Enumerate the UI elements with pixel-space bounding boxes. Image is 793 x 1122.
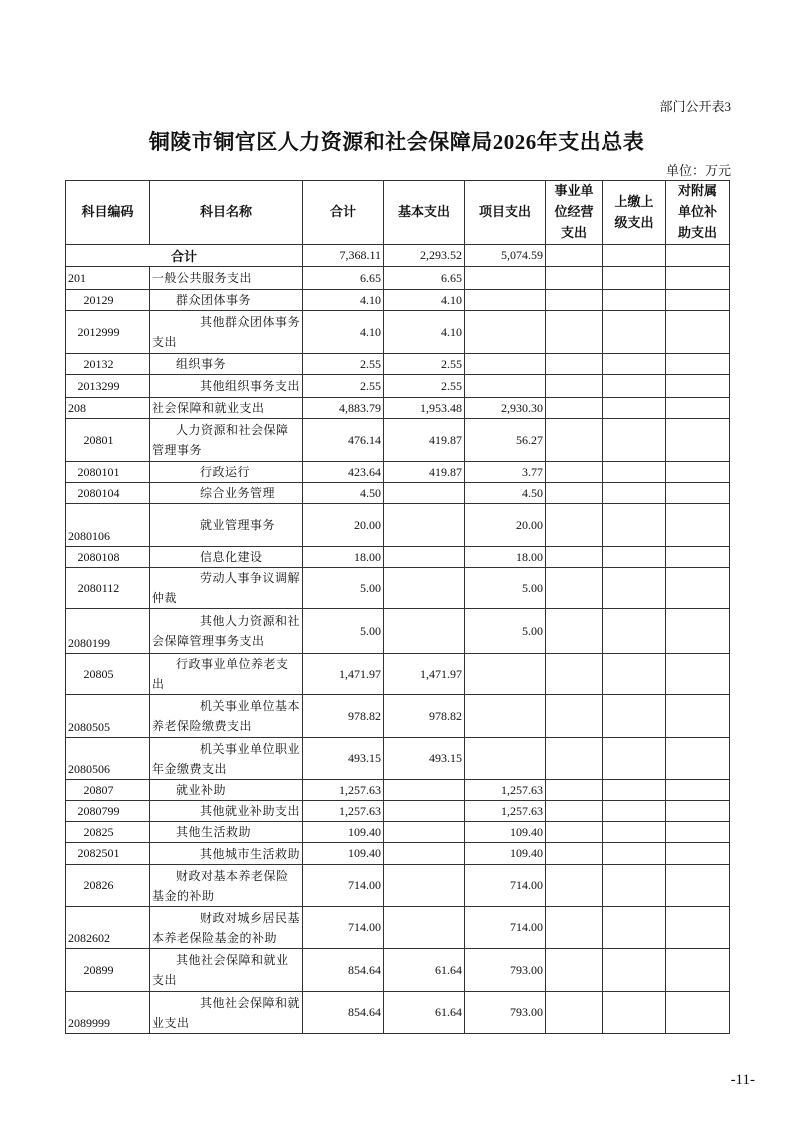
- row-project: [465, 290, 546, 311]
- row-business: [546, 695, 603, 738]
- table-row: [66, 949, 730, 992]
- row-name: 组织事务: [150, 354, 303, 375]
- row-code: 20801: [66, 419, 150, 462]
- row-name: 其他城市生活救助: [150, 843, 303, 865]
- row-project: 714.00: [465, 865, 546, 907]
- row-sum: 423.64: [303, 462, 384, 483]
- row-project: [465, 267, 546, 290]
- row-code: 20825: [66, 822, 150, 843]
- row-business: [546, 267, 603, 290]
- table-row: [66, 354, 730, 375]
- row-sum: 1,257.63: [303, 801, 384, 822]
- row-basic: 419.87: [384, 419, 465, 462]
- row-code: 2080799: [66, 801, 150, 822]
- row-subsidy: [666, 419, 730, 462]
- row-name: 群众团体事务: [150, 290, 303, 311]
- row-sum: 5.00: [303, 568, 384, 609]
- row-sum: 109.40: [303, 822, 384, 843]
- row-basic: [384, 865, 465, 907]
- row-code: 2080106: [66, 504, 150, 547]
- row-code: 20826: [66, 865, 150, 907]
- row-business: [546, 398, 603, 419]
- row-code: 20805: [66, 654, 150, 695]
- row-business: [546, 801, 603, 822]
- row-basic: [384, 801, 465, 822]
- row-basic: 4.10: [384, 311, 465, 354]
- header-name: 科目名称: [150, 181, 303, 245]
- row-code: 2080506: [66, 738, 150, 780]
- expenditure-table: [65, 180, 730, 1034]
- row-code: 2012999: [66, 311, 150, 354]
- row-business: [546, 780, 603, 801]
- row-remit: [603, 695, 666, 738]
- row-remit: [603, 354, 666, 375]
- row-remit: [603, 568, 666, 609]
- row-sum: 18.00: [303, 547, 384, 568]
- row-remit: [603, 865, 666, 907]
- total-label: 合计: [66, 245, 303, 267]
- row-project: [465, 311, 546, 354]
- row-project: [465, 738, 546, 780]
- row-sum: 109.40: [303, 843, 384, 865]
- row-project: 793.00: [465, 949, 546, 992]
- row-remit: [603, 949, 666, 992]
- row-basic: [384, 568, 465, 609]
- total-business: [546, 245, 603, 267]
- row-remit: [603, 504, 666, 547]
- row-subsidy: [666, 843, 730, 865]
- row-subsidy: [666, 267, 730, 290]
- row-basic: 2.55: [384, 354, 465, 375]
- row-sum: 476.14: [303, 419, 384, 462]
- row-basic: 493.15: [384, 738, 465, 780]
- row-subsidy: [666, 483, 730, 504]
- row-sum: 978.82: [303, 695, 384, 738]
- table-row: [66, 695, 730, 738]
- total-sum: 7,368.11: [303, 245, 384, 267]
- row-remit: [603, 780, 666, 801]
- row-project: 109.40: [465, 822, 546, 843]
- row-name: 其他组织事务支出: [150, 375, 303, 398]
- row-basic: [384, 843, 465, 865]
- row-code: 2082602: [66, 907, 150, 949]
- row-code: 20129: [66, 290, 150, 311]
- row-basic: 1,953.48: [384, 398, 465, 419]
- row-remit: [603, 843, 666, 865]
- table-row: [66, 419, 730, 462]
- row-name: 行政运行: [150, 462, 303, 483]
- row-business: [546, 311, 603, 354]
- row-basic: 4.10: [384, 290, 465, 311]
- row-sum: 4,883.79: [303, 398, 384, 419]
- row-business: [546, 843, 603, 865]
- row-name: 机关事业单位基本养老保险缴费支出: [150, 695, 303, 738]
- row-remit: [603, 375, 666, 398]
- page-title: 铜陵市铜官区人力资源和社会保障局2026年支出总表: [148, 130, 645, 154]
- row-remit: [603, 822, 666, 843]
- row-subsidy: [666, 907, 730, 949]
- row-business: [546, 483, 603, 504]
- row-subsidy: [666, 738, 730, 780]
- row-project: 1,257.63: [465, 780, 546, 801]
- row-business: [546, 907, 603, 949]
- row-sum: 1,471.97: [303, 654, 384, 695]
- row-sum: 5.00: [303, 609, 384, 654]
- row-basic: 1,471.97: [384, 654, 465, 695]
- row-project: 109.40: [465, 843, 546, 865]
- table-row: [66, 822, 730, 843]
- row-project: 18.00: [465, 547, 546, 568]
- row-remit: [603, 654, 666, 695]
- row-name: 就业管理事务: [150, 504, 303, 547]
- row-business: [546, 504, 603, 547]
- total-row: [66, 245, 730, 267]
- table-row: [66, 375, 730, 398]
- row-sum: 6.65: [303, 267, 384, 290]
- row-remit: [603, 290, 666, 311]
- row-name: 就业补助: [150, 780, 303, 801]
- row-code: 2080505: [66, 695, 150, 738]
- row-subsidy: [666, 504, 730, 547]
- row-business: [546, 290, 603, 311]
- row-project: 5.00: [465, 568, 546, 609]
- table-row: [66, 843, 730, 865]
- row-sum: 4.10: [303, 311, 384, 354]
- row-subsidy: [666, 654, 730, 695]
- table-row: [66, 738, 730, 780]
- row-name: 信息化建设: [150, 547, 303, 568]
- row-basic: 419.87: [384, 462, 465, 483]
- row-remit: [603, 483, 666, 504]
- row-project: [465, 695, 546, 738]
- row-project: 793.00: [465, 992, 546, 1034]
- row-code: 208: [66, 398, 150, 419]
- row-business: [546, 354, 603, 375]
- row-business: [546, 462, 603, 483]
- row-sum: 854.64: [303, 949, 384, 992]
- row-code: 20132: [66, 354, 150, 375]
- total-project: 5,074.59: [465, 245, 546, 267]
- row-code: 2080112: [66, 568, 150, 609]
- row-business: [546, 419, 603, 462]
- row-remit: [603, 609, 666, 654]
- row-business: [546, 568, 603, 609]
- row-name: 其他就业补助支出: [150, 801, 303, 822]
- row-basic: [384, 504, 465, 547]
- header-project: 项目支出: [465, 181, 546, 245]
- row-project: 714.00: [465, 907, 546, 949]
- form-number: 部门公开表3: [659, 99, 731, 114]
- table-row: [66, 907, 730, 949]
- row-remit: [603, 907, 666, 949]
- row-code: 20899: [66, 949, 150, 992]
- row-basic: 61.64: [384, 992, 465, 1034]
- row-subsidy: [666, 780, 730, 801]
- row-basic: [384, 780, 465, 801]
- row-code: 2080108: [66, 547, 150, 568]
- row-basic: [384, 907, 465, 949]
- table-row: [66, 462, 730, 483]
- row-basic: [384, 483, 465, 504]
- row-business: [546, 547, 603, 568]
- table-row: [66, 609, 730, 654]
- row-subsidy: [666, 609, 730, 654]
- row-code: 2080104: [66, 483, 150, 504]
- row-code: 201: [66, 267, 150, 290]
- total-remit: [603, 245, 666, 267]
- header-code: 科目编码: [66, 181, 150, 245]
- row-basic: 61.64: [384, 949, 465, 992]
- header-row: [66, 181, 730, 245]
- row-subsidy: [666, 398, 730, 419]
- row-name: 其他生活救助: [150, 822, 303, 843]
- row-basic: [384, 547, 465, 568]
- row-sum: 493.15: [303, 738, 384, 780]
- row-business: [546, 609, 603, 654]
- row-project: 1,257.63: [465, 801, 546, 822]
- row-business: [546, 992, 603, 1034]
- row-name: 其他社会保障和就业支出: [150, 992, 303, 1034]
- row-basic: 2.55: [384, 375, 465, 398]
- row-sum: 20.00: [303, 504, 384, 547]
- table-row: [66, 801, 730, 822]
- row-remit: [603, 801, 666, 822]
- row-sum: 714.00: [303, 865, 384, 907]
- row-business: [546, 949, 603, 992]
- row-business: [546, 738, 603, 780]
- row-basic: [384, 609, 465, 654]
- row-name: 财政对基本养老保险基金的补助: [150, 865, 303, 907]
- page-number: -11-: [730, 1072, 755, 1088]
- table-row: [66, 290, 730, 311]
- row-project: [465, 375, 546, 398]
- row-name: 行政事业单位养老支出: [150, 654, 303, 695]
- row-project: 3.77: [465, 462, 546, 483]
- header-sum: 合计: [303, 181, 384, 245]
- table-row: [66, 568, 730, 609]
- row-remit: [603, 311, 666, 354]
- row-basic: 978.82: [384, 695, 465, 738]
- row-basic: 6.65: [384, 267, 465, 290]
- row-project: 4.50: [465, 483, 546, 504]
- row-remit: [603, 738, 666, 780]
- row-code: 2080101: [66, 462, 150, 483]
- row-name: 机关事业单位职业年金缴费支出: [150, 738, 303, 780]
- row-remit: [603, 462, 666, 483]
- row-code: 2013299: [66, 375, 150, 398]
- row-name: 其他群众团体事务支出: [150, 311, 303, 354]
- row-basic: [384, 822, 465, 843]
- row-project: 56.27: [465, 419, 546, 462]
- row-project: 20.00: [465, 504, 546, 547]
- row-remit: [603, 992, 666, 1034]
- row-sum: 2.55: [303, 354, 384, 375]
- row-subsidy: [666, 949, 730, 992]
- table-row: [66, 267, 730, 290]
- row-subsidy: [666, 547, 730, 568]
- row-subsidy: [666, 375, 730, 398]
- table-row: [66, 547, 730, 568]
- row-sum: 1,257.63: [303, 780, 384, 801]
- row-subsidy: [666, 462, 730, 483]
- header-basic: 基本支出: [384, 181, 465, 245]
- row-subsidy: [666, 568, 730, 609]
- row-code: 20807: [66, 780, 150, 801]
- row-remit: [603, 547, 666, 568]
- row-subsidy: [666, 992, 730, 1034]
- row-subsidy: [666, 311, 730, 354]
- row-subsidy: [666, 822, 730, 843]
- header-business: 事业单位经营支出: [546, 181, 603, 245]
- row-project: 5.00: [465, 609, 546, 654]
- table-row: [66, 483, 730, 504]
- row-name: 人力资源和社会保障管理事务: [150, 419, 303, 462]
- row-code: 2082501: [66, 843, 150, 865]
- table-row: [66, 992, 730, 1034]
- row-sum: 714.00: [303, 907, 384, 949]
- row-sum: 2.55: [303, 375, 384, 398]
- table-row: [66, 865, 730, 907]
- row-project: 2,930.30: [465, 398, 546, 419]
- unit-label: 单位：万元: [665, 163, 731, 178]
- header-subsidy: 对附属单位补助支出: [666, 181, 730, 245]
- row-code: 2080199: [66, 609, 150, 654]
- row-subsidy: [666, 801, 730, 822]
- row-sum: 4.50: [303, 483, 384, 504]
- row-project: [465, 354, 546, 375]
- row-name: 劳动人事争议调解仲裁: [150, 568, 303, 609]
- row-business: [546, 822, 603, 843]
- row-name: 一般公共服务支出: [150, 267, 303, 290]
- row-name: 综合业务管理: [150, 483, 303, 504]
- table-row: [66, 398, 730, 419]
- table-row: [66, 780, 730, 801]
- row-sum: 854.64: [303, 992, 384, 1034]
- row-subsidy: [666, 865, 730, 907]
- row-remit: [603, 398, 666, 419]
- row-name: 社会保障和就业支出: [150, 398, 303, 419]
- table-row: [66, 504, 730, 547]
- row-remit: [603, 419, 666, 462]
- row-sum: 4.10: [303, 290, 384, 311]
- table-row: [66, 311, 730, 354]
- row-name: 财政对城乡居民基本养老保险基金的补助: [150, 907, 303, 949]
- row-business: [546, 865, 603, 907]
- row-name: 其他社会保障和就业支出: [150, 949, 303, 992]
- row-business: [546, 654, 603, 695]
- row-subsidy: [666, 290, 730, 311]
- table-row: [66, 654, 730, 695]
- row-subsidy: [666, 695, 730, 738]
- row-remit: [603, 267, 666, 290]
- row-name: 其他人力资源和社会保障管理事务支出: [150, 609, 303, 654]
- total-subsidy: [666, 245, 730, 267]
- row-business: [546, 375, 603, 398]
- total-basic: 2,293.52: [384, 245, 465, 267]
- header-remit: 上缴上级支出: [603, 181, 666, 245]
- row-code: 2089999: [66, 992, 150, 1034]
- row-project: [465, 654, 546, 695]
- row-subsidy: [666, 354, 730, 375]
